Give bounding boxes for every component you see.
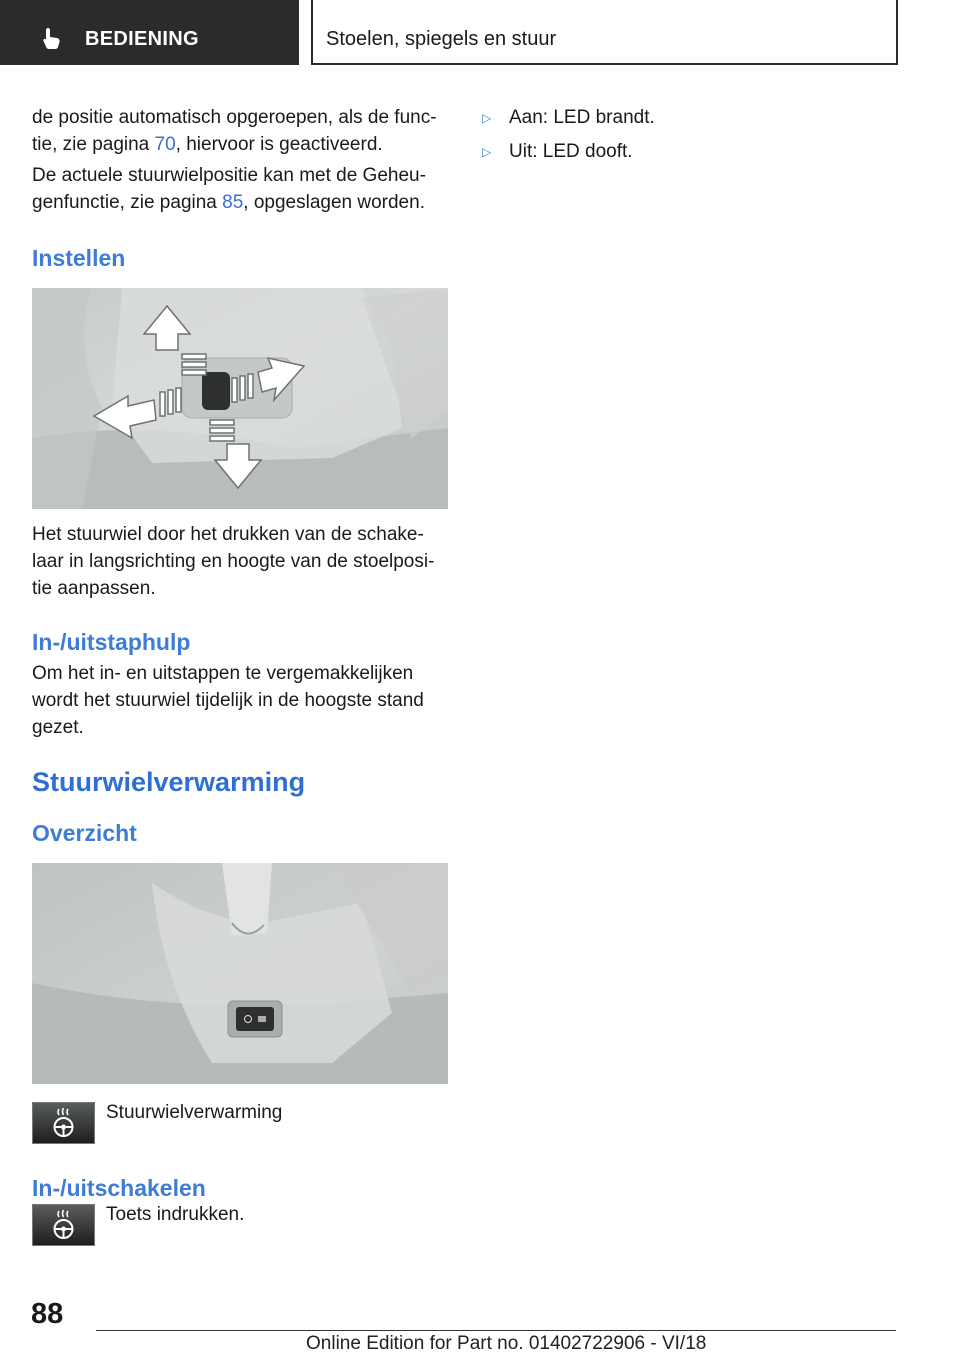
paragraph-recall: de positie automatisch opgeroepen, als de func- tie, zie pagina 70, hiervoor is geactiveerd. [32,107,437,155]
press-key-text: Toets indrukken. [106,1204,245,1225]
bullet-item: ▷ Uit: LED dooft. [482,138,902,166]
steering-heating-button-icon [32,1204,95,1246]
page-link-85[interactable]: 85 [222,192,244,213]
page-number: 88 [31,1298,64,1330]
triangle-bullet-icon: ▷ [482,111,492,125]
heading-stuurwielverwarming: Stuurwielverwarming [32,767,306,797]
bullet-item: ▷ Aan: LED brandt. [482,104,902,132]
footer-divider [96,1330,896,1331]
icon-caption: Stuurwielverwarming [106,1102,283,1123]
steering-adjust-illustration [32,288,448,509]
section-label: BEDIENING [85,28,199,50]
page-link-70[interactable]: 70 [154,134,176,155]
heading-instaphulp: In-/uitstaphulp [32,629,191,655]
icon-caption-row [32,1102,448,1144]
heading-instellen: Instellen [32,245,126,271]
steering-heating-illustration [32,863,448,1084]
chapter-header [311,0,898,65]
paragraph-instaphulp: Om het in- en uitstappen te vergemakkelijken wordt het stuurwiel tijdelijk in de hoogste stand gezet. [32,663,424,738]
hand-pointer-icon [40,26,64,50]
chapter-title: Stoelen, spiegels en stuur [326,28,557,50]
heading-overzicht: Overzicht [32,820,137,846]
left-column [32,104,448,1246]
paragraph-adjust: Het stuurwiel door het drukken van de schake- laar in langsrichting en hoogte van de stoelposi- tie aanpassen. [32,524,435,599]
triangle-bullet-icon: ▷ [482,145,492,159]
steering-heating-icon [32,1102,95,1144]
press-key-row [32,1204,448,1246]
edition-text: Online Edition for Part no. 01402722906 - VI/18 [306,1333,707,1354]
right-column [482,104,902,172]
section-tab [0,0,299,65]
paragraph-memory: De actuele stuurwielpositie kan met de Geheu- genfunctie, zie pagina 85, opgeslagen worden. [32,165,426,213]
heading-inuitschakelen: In-/uitschakelen [32,1175,206,1201]
